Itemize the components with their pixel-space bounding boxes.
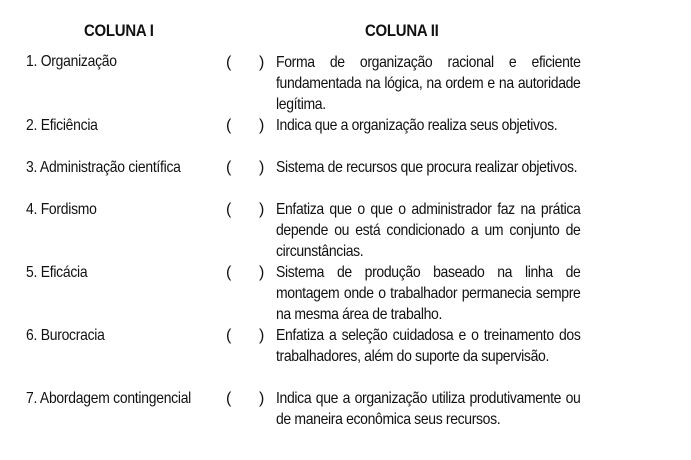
column-1-item: 7. Abordagem contingencial [26,390,192,407]
column-2-item: Enfatiza a seleção cuidadosa e o treinamento dos trabalhadores, além do suporte da supervisão. [276,327,581,365]
answer-blank-open[interactable]: ( [226,201,232,218]
answer-blank-close[interactable]: ) [259,117,265,134]
answer-blank-close[interactable]: ) [259,54,265,71]
column-2-item: Indica que a organização realiza seus objetivos. [276,117,558,134]
answer-blank-open[interactable]: ( [226,117,232,134]
answer-blank-close[interactable]: ) [259,159,265,176]
column-1-item: 4. Fordismo [26,201,97,218]
column-2-item: Sistema de produção baseado na linha de montagem onde o trabalhador permanecia sempre na mesma área de trabalho. [276,264,581,323]
column-2-header: COLUNA II [365,21,439,40]
column-1-item: 2. Eficiência [26,117,98,134]
column-1-header: COLUNA I [84,21,154,40]
column-1-item: 5. Eficácia [26,264,88,281]
column-2-item: Forma de organização racional e eficiente fundamentada na lógica, na ordem e na autoridade legítima. [276,54,581,113]
answer-blank-close[interactable]: ) [259,390,265,407]
answer-blank-close[interactable]: ) [259,264,265,281]
answer-blank-open[interactable]: ( [226,159,232,176]
answer-blank-open[interactable]: ( [226,390,232,407]
answer-blank-close[interactable]: ) [259,201,265,218]
column-1-item: 3. Administração científica [26,159,181,176]
column-1-item: 6. Burocracia [26,327,105,344]
column-1-item: 1. Organização [26,53,117,70]
answer-blank-close[interactable]: ) [259,327,265,344]
answer-blank-open[interactable]: ( [226,327,232,344]
answer-blank-open[interactable]: ( [226,264,232,281]
answer-blank-open[interactable]: ( [226,54,232,71]
column-2-item: Indica que a organização utiliza produtivamente ou de maneira econômica seus recursos. [276,390,581,428]
column-2-item: Enfatiza que o que o administrador faz na prática depende ou está condicionado a um conjunto de circunstâncias. [276,201,581,260]
column-2-item: Sistema de recursos que procura realizar objetivos. [276,159,578,176]
